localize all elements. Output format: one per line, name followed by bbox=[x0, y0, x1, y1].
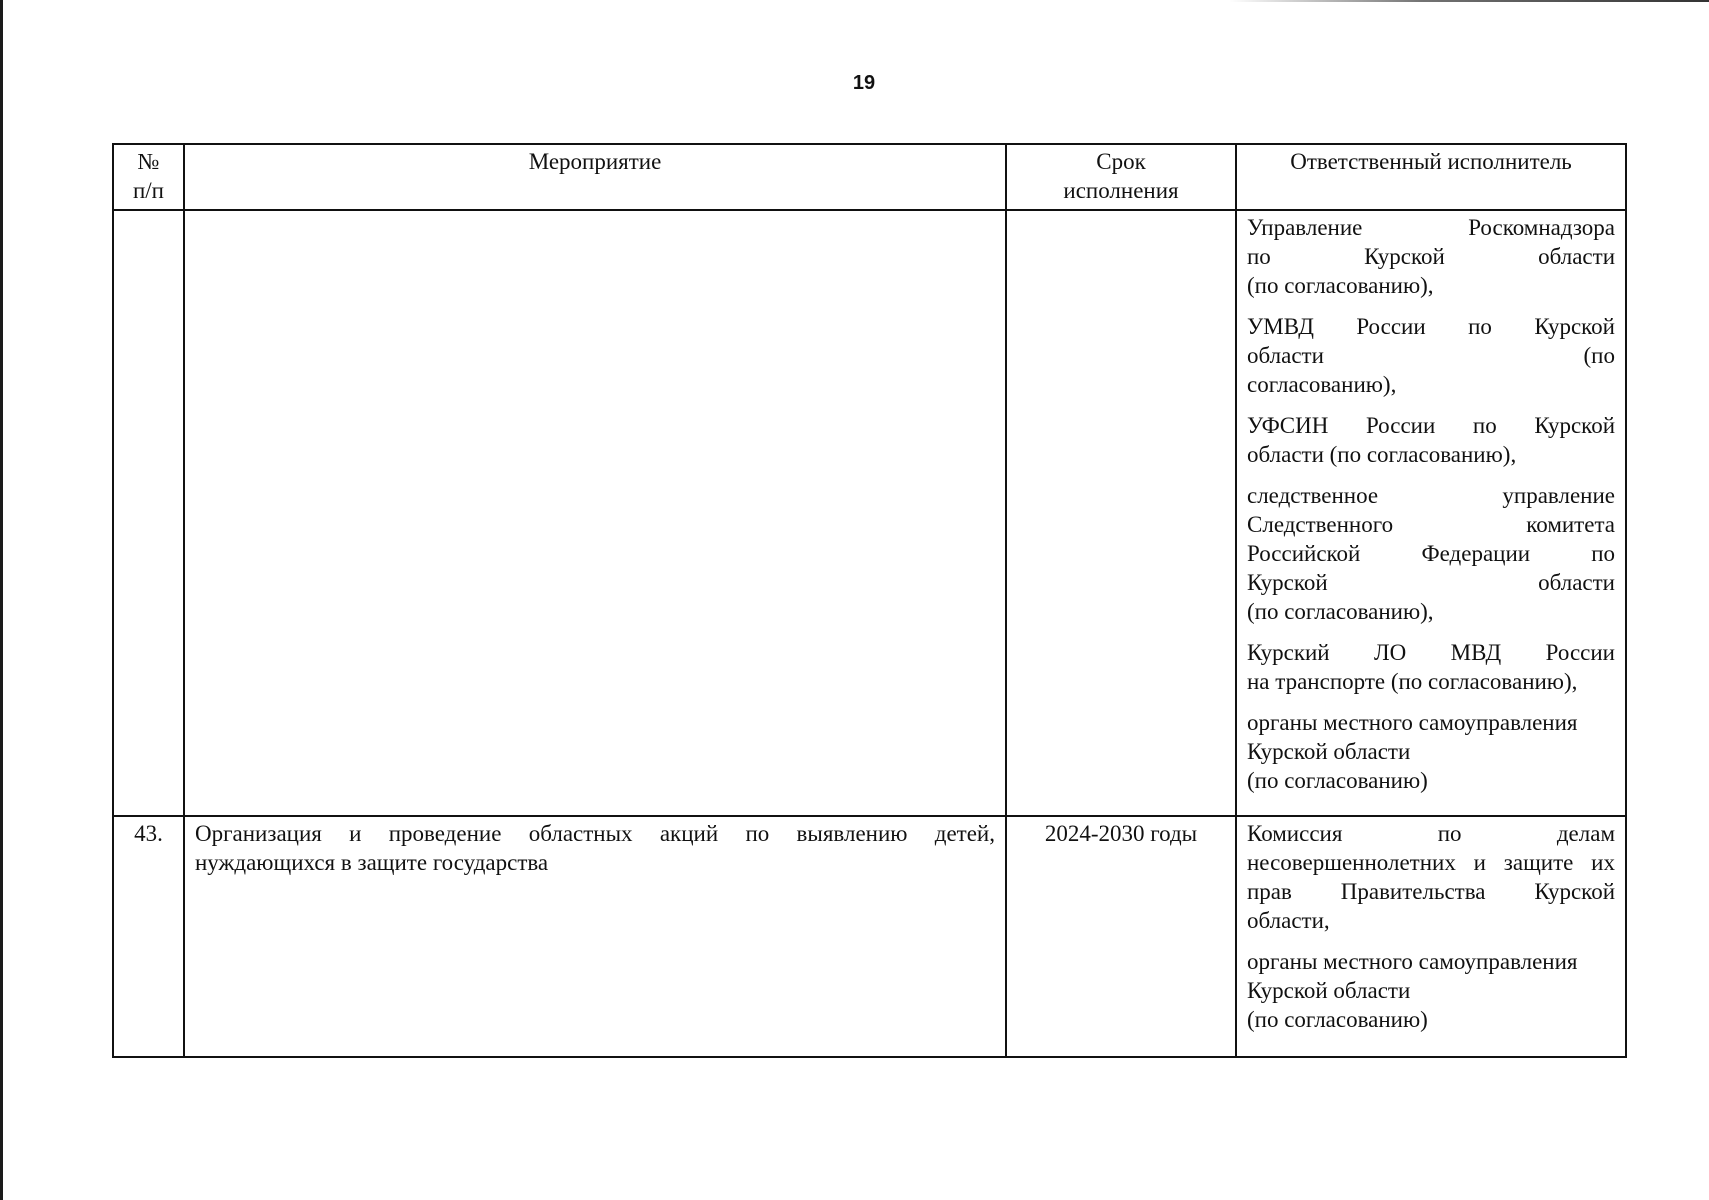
text-line: области, bbox=[1247, 908, 1330, 933]
table-row bbox=[113, 210, 1626, 816]
text-line: области (по согласованию), bbox=[1247, 442, 1517, 467]
text-line: (по согласованию) bbox=[1247, 768, 1428, 793]
header-term bbox=[1006, 144, 1236, 210]
scan-edge-left bbox=[0, 0, 3, 1200]
text-line: согласованию), bbox=[1247, 372, 1397, 397]
header-responsible: Ответственный исполнитель bbox=[1236, 144, 1626, 210]
text-line: Управление Роскомнадзора bbox=[1247, 215, 1615, 240]
responsible-entry bbox=[1247, 312, 1615, 399]
text-line: органы местного самоуправления bbox=[1247, 710, 1578, 735]
text-line: (по согласованию), bbox=[1247, 599, 1434, 624]
table-header-row bbox=[113, 144, 1626, 210]
responsible-entry bbox=[1247, 213, 1615, 300]
text-line: (по согласованию), bbox=[1247, 273, 1434, 298]
text-line: органы местного самоуправления bbox=[1247, 949, 1578, 974]
cell-num bbox=[113, 210, 184, 816]
cell-num: 43. bbox=[113, 816, 184, 1057]
scan-edge-top bbox=[1229, 0, 1709, 2]
text-line: Следственного комитета bbox=[1247, 512, 1615, 537]
text-line: следственное управление bbox=[1247, 483, 1615, 508]
text-line: нуждающихся в защите государства bbox=[195, 850, 549, 875]
text-line: области (по bbox=[1247, 343, 1615, 368]
cell-event bbox=[184, 816, 1006, 1057]
responsible-entry bbox=[1247, 638, 1615, 696]
cell-event bbox=[184, 210, 1006, 816]
header-event: Мероприятие bbox=[184, 144, 1006, 210]
text-line: Курской области bbox=[1247, 978, 1411, 1003]
text-line: УФСИН России по Курской bbox=[1247, 413, 1615, 438]
text-line: прав Правительства Курской bbox=[1247, 879, 1615, 904]
text-line: Российской Федерации по bbox=[1247, 541, 1615, 566]
header-num bbox=[113, 144, 184, 210]
text-line: Комиссия по делам bbox=[1247, 821, 1615, 846]
text-line: несовершеннолетних и защите их bbox=[1247, 850, 1615, 875]
cell-responsible bbox=[1236, 210, 1626, 816]
cell-responsible bbox=[1236, 816, 1626, 1057]
activities-table bbox=[112, 143, 1627, 1058]
table-row bbox=[113, 816, 1626, 1057]
cell-term: 2024-2030 годы bbox=[1006, 816, 1236, 1057]
text-line: Курской области bbox=[1247, 739, 1411, 764]
page-number: 19 bbox=[852, 72, 876, 94]
header-term-line: исполнения bbox=[1063, 178, 1179, 203]
responsible-entry bbox=[1247, 411, 1615, 469]
text-line: Курской области bbox=[1247, 570, 1615, 595]
header-num-line: п/п bbox=[132, 178, 164, 203]
text-line: по Курской области bbox=[1247, 244, 1615, 269]
responsible-entry bbox=[1247, 481, 1615, 626]
text-line: (по согласованию) bbox=[1247, 1007, 1428, 1032]
text-line: Курский ЛО МВД России bbox=[1247, 640, 1615, 665]
responsible-entry bbox=[1247, 819, 1615, 935]
header-num-line: № bbox=[137, 149, 160, 174]
cell-term bbox=[1006, 210, 1236, 816]
text-line: Организация и проведение областных акций по выявлению детей, bbox=[195, 821, 995, 846]
text-line: УМВД России по Курской bbox=[1247, 314, 1615, 339]
text-line: на транспорте (по согласованию), bbox=[1247, 669, 1578, 694]
header-term-line: Срок bbox=[1096, 149, 1146, 174]
responsible-entry bbox=[1247, 708, 1615, 795]
responsible-entry bbox=[1247, 947, 1615, 1034]
